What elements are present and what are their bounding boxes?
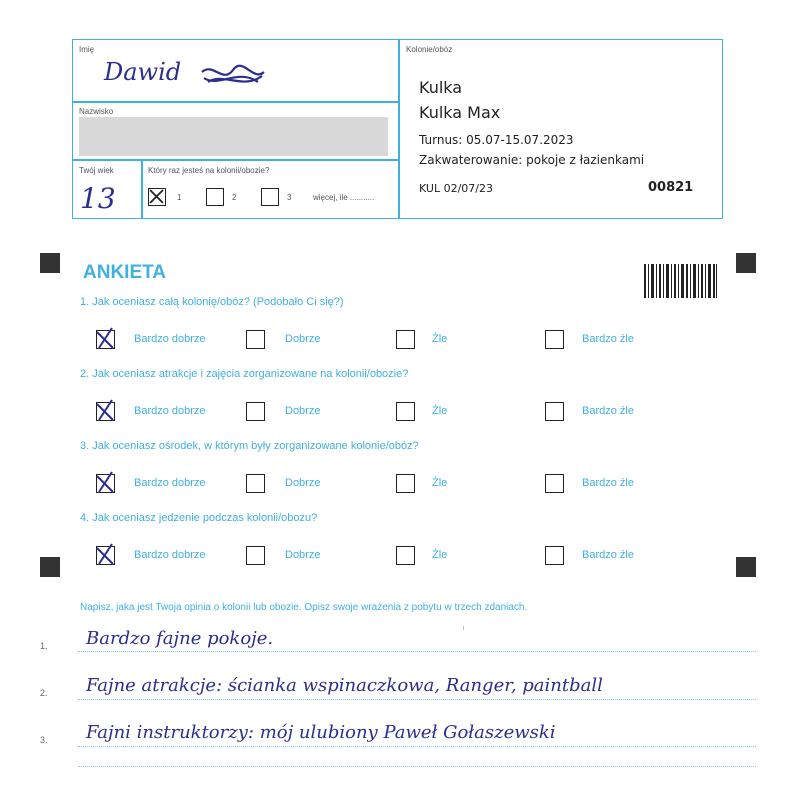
rating-checkbox[interactable] — [545, 474, 564, 493]
rating-checkbox[interactable] — [246, 330, 265, 349]
rating-option-label: Bardzo dobrze — [134, 477, 206, 489]
check-x-icon — [95, 398, 117, 422]
visit-more-label[interactable]: więcej, ile ........... — [313, 193, 375, 202]
rating-option-label: Dobrze — [285, 549, 321, 561]
visit-1-label: 1 — [177, 193, 182, 202]
rating-option-label: Bardzo dobrze — [134, 405, 206, 417]
opinion-rule — [78, 766, 756, 767]
question-text: 3. Jak oceniasz ośrodek, w którym były zorganizowane kolonie/obóz? — [80, 440, 419, 452]
imie-label: Imię — [79, 45, 95, 54]
visit-2-label: 2 — [232, 193, 237, 202]
opinion-rule — [78, 651, 756, 652]
rating-checkbox[interactable] — [246, 402, 265, 421]
question-text: 4. Jak oceniasz jedzenie podczas kolonii/obozu? — [80, 512, 318, 524]
header-row-divider — [72, 101, 399, 103]
rating-checkbox[interactable] — [545, 546, 564, 565]
check-x-icon — [95, 326, 117, 350]
rating-checkbox[interactable] — [246, 474, 265, 493]
scribble-redaction — [198, 62, 268, 90]
check-x-icon — [149, 189, 164, 204]
rating-option-label: Bardzo źle — [582, 333, 634, 345]
opinion-rule — [78, 746, 756, 747]
survey-title: ANKIETA — [83, 262, 167, 283]
wiek-label: Twój wiek — [79, 166, 114, 175]
rating-option-label: Źle — [432, 405, 448, 417]
turnus: Turnus: 05.07-15.07.2023 — [419, 133, 574, 147]
registration-marker — [40, 253, 60, 273]
rating-option-label: Dobrze — [285, 405, 321, 417]
rating-option-label: Dobrze — [285, 477, 321, 489]
line-number: 2. — [40, 688, 48, 698]
opinion-line-1[interactable]: Bardzo fajne pokoje. — [86, 628, 274, 649]
nazwisko-label: Nazwisko — [79, 107, 114, 116]
rating-option-label: Źle — [432, 333, 448, 345]
opinion-line-2[interactable]: Fajne atrakcje: ścianka wspinaczkowa, Ranger, paintball — [86, 675, 603, 696]
rating-checkbox[interactable] — [96, 474, 115, 493]
visit-1-checkbox[interactable] — [148, 188, 166, 206]
visit-2-checkbox[interactable] — [206, 188, 224, 206]
wiek-value[interactable]: 13 — [80, 182, 116, 215]
rating-option-label: Źle — [432, 549, 448, 561]
registration-marker — [736, 253, 756, 273]
imie-value[interactable]: Dawid — [104, 58, 182, 86]
camp-name-2: Kulka Max — [419, 103, 501, 122]
rating-checkbox[interactable] — [96, 402, 115, 421]
camp-code: KUL 02/07/23 — [419, 182, 493, 195]
check-x-icon — [95, 470, 117, 494]
visit-3-label: 3 — [287, 193, 292, 202]
rating-checkbox[interactable] — [396, 402, 415, 421]
check-x-icon — [95, 542, 117, 566]
barcode-icon — [644, 264, 718, 298]
rating-checkbox[interactable] — [246, 546, 265, 565]
question-text: 1. Jak oceniasz całą kolonię/obóz? (Podobało Ci się?) — [80, 296, 344, 308]
rating-option-label: Źle — [432, 477, 448, 489]
rating-checkbox[interactable] — [545, 402, 564, 421]
rating-checkbox[interactable] — [396, 474, 415, 493]
rating-option-label: Bardzo dobrze — [134, 549, 206, 561]
rating-option-label: Bardzo dobrze — [134, 333, 206, 345]
rating-option-label: Bardzo źle — [582, 549, 634, 561]
nazwisko-redacted[interactable] — [79, 117, 388, 156]
rating-option-label: Dobrze — [285, 333, 321, 345]
opinion-line-3[interactable]: Fajni instruktorzy: mój ulubiony Paweł Gołaszewski — [86, 722, 556, 743]
question-text: 2. Jak oceniasz atrakcje i zajęcia zorganizowane na kolonii/obozie? — [80, 368, 409, 380]
kolonie-label: Kolonie/obóz — [406, 45, 453, 54]
age-divider — [141, 159, 143, 219]
form-number: 00821 — [648, 180, 694, 195]
header-row-divider — [72, 159, 399, 161]
header-divider — [398, 39, 400, 219]
rating-option-label: Bardzo źle — [582, 477, 634, 489]
zakwaterowanie: Zakwaterowanie: pokoje z łazienkami — [419, 153, 645, 167]
visit-3-checkbox[interactable] — [261, 188, 279, 206]
opinion-prompt: Napisz, jaka jest Twoja opinia o kolonii lub obozie. Opisz swoje wrażenia z pobytu w trzech zdaniach. — [80, 602, 528, 613]
rating-checkbox[interactable] — [545, 330, 564, 349]
camp-name: Kulka — [419, 78, 463, 97]
registration-tick — [463, 626, 464, 630]
opinion-rule — [78, 699, 756, 700]
line-number: 3. — [40, 735, 48, 745]
line-number: 1. — [40, 641, 48, 651]
registration-marker — [736, 557, 756, 577]
rating-checkbox[interactable] — [396, 330, 415, 349]
ktory-raz-label: Który raz jesteś na kolonii/obozie? — [148, 166, 270, 175]
rating-option-label: Bardzo źle — [582, 405, 634, 417]
rating-checkbox[interactable] — [96, 546, 115, 565]
rating-checkbox[interactable] — [396, 546, 415, 565]
rating-checkbox[interactable] — [96, 330, 115, 349]
registration-marker — [40, 557, 60, 577]
